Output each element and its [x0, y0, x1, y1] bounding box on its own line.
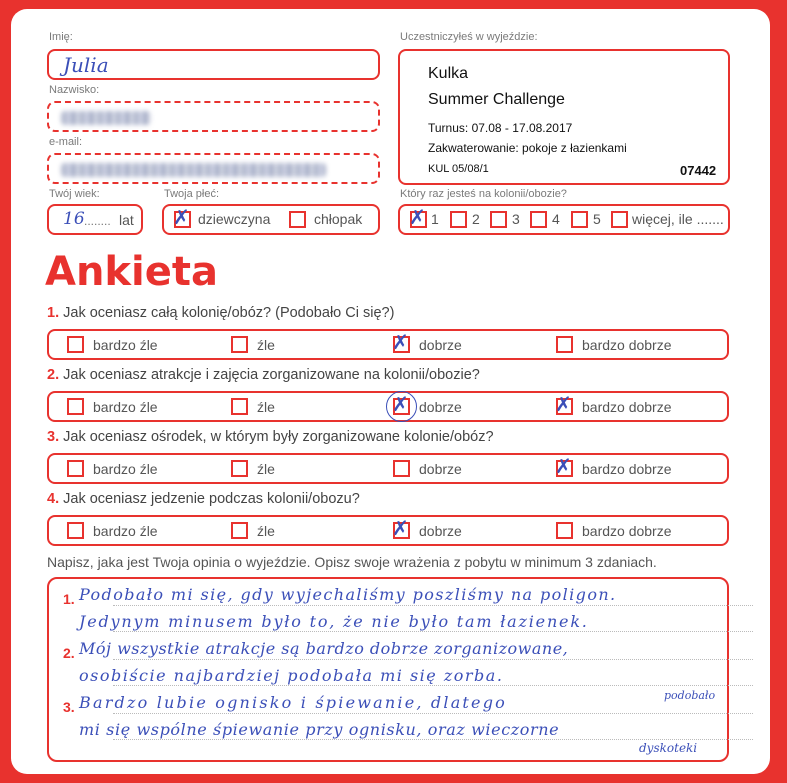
question-4: [47, 491, 360, 507]
name-value: Julia: [63, 53, 109, 77]
opinion-line-7: dyskoteki: [639, 741, 698, 755]
check-mark-icon: ✗: [392, 392, 409, 416]
ruled-line: [113, 631, 753, 632]
check-mark-icon: ✗: [555, 454, 572, 478]
participated-label: Uczestniczyłeś w wyjeździe:: [400, 31, 538, 43]
opinion-line-5: Bardzo lubie ognisko i śpiewanie, dlatego: [79, 693, 508, 712]
q3-checkbox-very-good[interactable]: [555, 454, 573, 478]
age-label: Twój wiek:: [49, 188, 100, 200]
age-field[interactable]: [47, 204, 143, 235]
q1-option-very-good: bardzo dobrze: [582, 337, 672, 353]
ruled-line: [113, 739, 753, 740]
times-field: [398, 204, 730, 235]
opinion-number-3: 3.: [63, 699, 75, 715]
q4-option-good: dobrze: [419, 523, 462, 539]
q1-checkbox-bad[interactable]: [231, 336, 248, 353]
check-mark-icon: ✗: [409, 205, 426, 229]
q1-option-good: dobrze: [419, 337, 462, 353]
q2-checkbox-very-good[interactable]: [555, 392, 573, 416]
question-2: [47, 367, 480, 383]
times-option-5: 5: [593, 211, 601, 227]
q4-option-very-bad: bardzo źle: [93, 523, 158, 539]
q3-checkbox-very-bad[interactable]: [67, 460, 84, 477]
q4-checkbox-very-good[interactable]: [556, 522, 573, 539]
q2-option-very-good: bardzo dobrze: [582, 399, 672, 415]
times-checkbox-2[interactable]: [450, 211, 467, 228]
stamp-code: KUL 05/08/1: [428, 163, 489, 175]
check-mark-icon: ✗: [555, 392, 572, 416]
question-2-number: 2.: [47, 367, 60, 383]
gender-option-female: dziewczyna: [198, 211, 271, 227]
ruled-line: [113, 659, 753, 660]
q2-checkbox-very-bad[interactable]: [67, 398, 84, 415]
q3-option-very-good: bardzo dobrze: [582, 461, 672, 477]
q1-option-bad: źle: [257, 337, 275, 353]
question-4-text: Jak oceniasz jedzenie podczas kolonii/obozu?: [63, 491, 360, 507]
stamp-line2: Summer Challenge: [428, 91, 565, 108]
redacted-surname: [61, 111, 151, 125]
question-4-options: [47, 515, 729, 546]
question-1-text: Jak oceniasz całą kolonię/obóz? (Podobało Ci się?): [63, 305, 395, 321]
gender-field: [162, 204, 380, 235]
opinion-line-2: Jedynym minusem było to, że nie było tam łazienek.: [79, 612, 589, 631]
question-3-text: Jak oceniasz ośrodek, w którym były zorganizowane kolonie/obóz?: [63, 429, 494, 445]
name-label: Imię:: [49, 31, 73, 43]
email-field[interactable]: [47, 153, 380, 184]
trip-stamp-field: [398, 49, 730, 185]
question-2-options: [47, 391, 729, 422]
stamp-accommodation: Zakwaterowanie: pokoje z łazienkami: [428, 141, 627, 155]
q1-checkbox-very-bad[interactable]: [67, 336, 84, 353]
q2-option-bad: źle: [257, 399, 275, 415]
gender-checkbox-female[interactable]: [173, 205, 191, 229]
times-checkbox-1[interactable]: [409, 205, 427, 229]
question-3-number: 3.: [47, 429, 60, 445]
question-3-options: [47, 453, 729, 484]
opinion-line-1: Podobało mi się, gdy wyjechaliśmy poszliśmy na poligon.: [79, 585, 617, 604]
q3-checkbox-good[interactable]: [393, 460, 410, 477]
stamp-line1: Kulka: [428, 65, 469, 82]
q1-checkbox-good[interactable]: [392, 330, 410, 354]
gender-label: Twoja płeć:: [164, 188, 220, 200]
question-1-options: [47, 329, 729, 360]
q4-option-very-good: bardzo dobrze: [582, 523, 672, 539]
opinion-number-2: 2.: [63, 645, 75, 661]
q4-checkbox-good[interactable]: [392, 516, 410, 540]
times-checkbox-4[interactable]: [530, 211, 547, 228]
opinion-number-1: 1.: [63, 591, 75, 607]
q1-option-very-bad: bardzo źle: [93, 337, 158, 353]
q2-checkbox-good[interactable]: [392, 392, 410, 416]
surname-label: Nazwisko:: [49, 84, 100, 96]
surname-field[interactable]: [47, 101, 380, 132]
stamp-turnus: Turnus: 07.08 - 17.08.2017: [428, 121, 573, 135]
question-4-number: 4.: [47, 491, 60, 507]
opinion-prompt: Napisz, jaka jest Twoja opinia o wyjeździe. Opisz swoje wrażenia z pobytu w minimum 3 zdaniach.: [47, 554, 657, 570]
name-field[interactable]: [47, 49, 380, 80]
q4-checkbox-very-bad[interactable]: [67, 522, 84, 539]
q2-option-good: dobrze: [419, 399, 462, 415]
email-label: e-mail:: [49, 136, 83, 148]
question-1: [47, 305, 394, 321]
q4-option-bad: źle: [257, 523, 275, 539]
ruled-line: [113, 605, 753, 606]
q1-checkbox-very-good[interactable]: [556, 336, 573, 353]
page-title: Ankieta: [45, 249, 218, 295]
question-2-text: Jak oceniasz atrakcje i zajęcia zorganizowane na kolonii/obozie?: [63, 367, 480, 383]
age-dots: ........: [84, 214, 111, 228]
opinion-line-3: Mój wszystkie atrakcje są bardzo dobrze zorganizowane,: [79, 639, 569, 658]
age-unit: lat: [119, 212, 134, 228]
check-mark-icon: ✗: [392, 516, 409, 540]
ruled-line: [113, 713, 753, 714]
check-mark-icon: ✗: [392, 330, 409, 354]
q3-option-very-bad: bardzo źle: [93, 461, 158, 477]
times-checkbox-5[interactable]: [571, 211, 588, 228]
opinion-textarea[interactable]: [47, 577, 729, 762]
opinion-line-4: osobiście najbardziej podobała mi się zorba.: [79, 666, 504, 685]
stamp-number: 07442: [680, 163, 717, 178]
q2-checkbox-bad[interactable]: [231, 398, 248, 415]
q3-checkbox-bad[interactable]: [231, 460, 248, 477]
gender-option-male: chłopak: [314, 211, 363, 227]
check-mark-icon: ✗: [173, 205, 190, 229]
q3-option-bad: źle: [257, 461, 275, 477]
times-option-3: 3: [512, 211, 520, 227]
question-3: [47, 429, 494, 445]
question-1-number: 1.: [47, 305, 60, 321]
survey-sheet: [11, 9, 770, 774]
times-option-more: więcej, ile .......: [632, 211, 724, 227]
age-value: 16: [63, 209, 85, 229]
times-checkbox-more[interactable]: [611, 211, 628, 228]
q3-option-good: dobrze: [419, 461, 462, 477]
times-option-4: 4: [552, 211, 560, 227]
opinion-line-5-insert: podobało: [664, 689, 716, 702]
ruled-line: [113, 685, 753, 686]
opinion-line-6: mi się wspólne śpiewanie przy ognisku, oraz wieczorne: [79, 720, 560, 739]
times-checkbox-3[interactable]: [490, 211, 507, 228]
redacted-email: [61, 163, 326, 177]
times-option-1: 1: [431, 211, 439, 227]
q4-checkbox-bad[interactable]: [231, 522, 248, 539]
times-option-2: 2: [472, 211, 480, 227]
gender-checkbox-male[interactable]: [289, 211, 306, 228]
times-label: Który raz jesteś na kolonii/obozie?: [400, 188, 567, 200]
q2-option-very-bad: bardzo źle: [93, 399, 158, 415]
